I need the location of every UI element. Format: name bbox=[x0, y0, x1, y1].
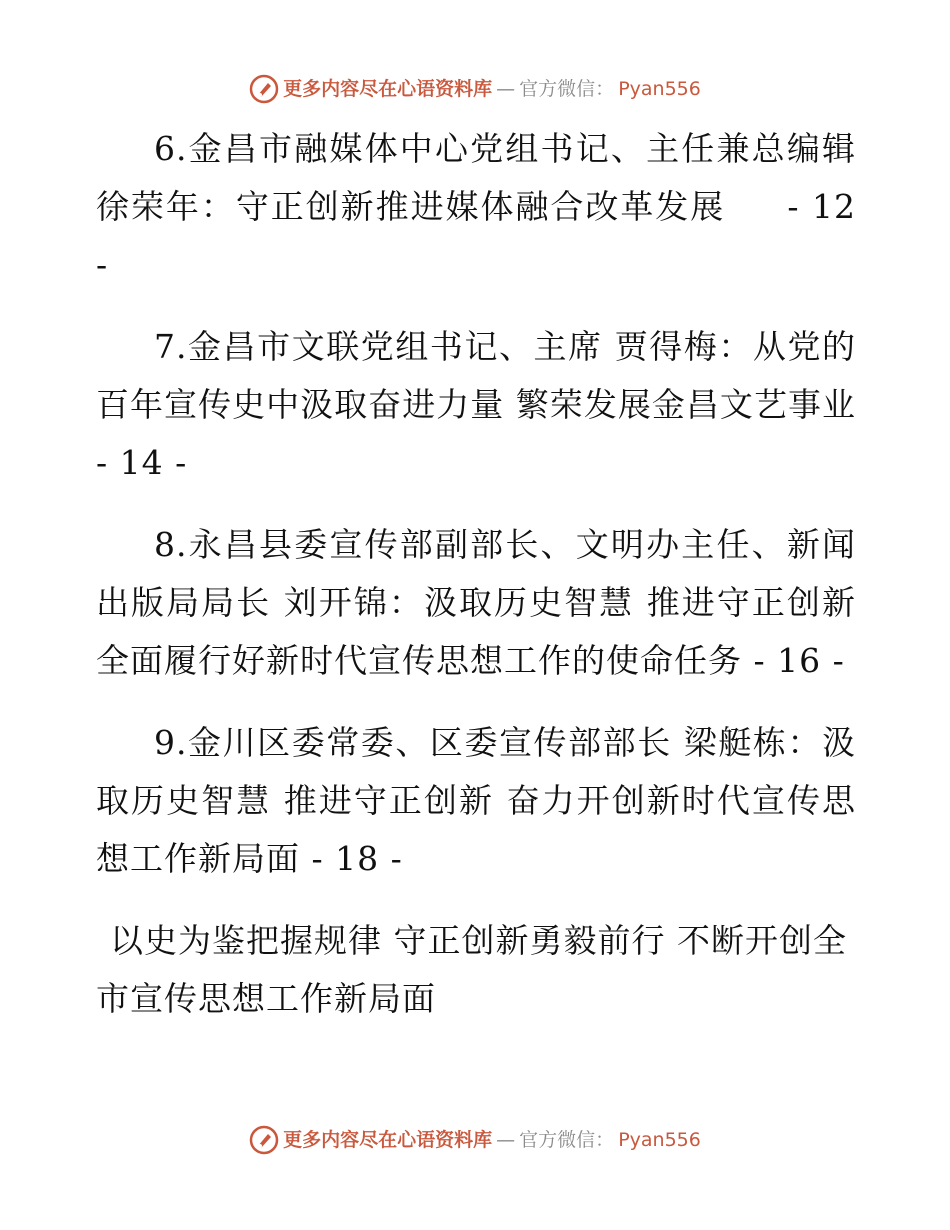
toc-content bbox=[96, 120, 868, 1028]
entry-number: 8. bbox=[154, 525, 188, 564]
entry-page-ref: - 12 - bbox=[96, 187, 868, 284]
entry-page-ref: - 16 - bbox=[742, 641, 845, 680]
watermark-brand: 更多内容尽在心语资料库 bbox=[283, 78, 493, 100]
toc-entry-9 bbox=[96, 714, 856, 888]
pen-nib-logo-icon bbox=[249, 74, 279, 104]
entry-number: 9. bbox=[154, 723, 188, 762]
entry-page-ref: - 18 - bbox=[300, 839, 403, 878]
watermark-official-label: 官方微信： bbox=[519, 1129, 615, 1151]
watermark-separator: — bbox=[496, 1129, 516, 1151]
watermark-wechat-id: Pyan556 bbox=[618, 78, 701, 100]
toc-entry-6 bbox=[96, 120, 868, 294]
watermark-brand: 更多内容尽在心语资料库 bbox=[283, 1129, 493, 1151]
watermark-official-label: 官方微信： bbox=[519, 78, 615, 100]
pen-nib-logo-icon bbox=[249, 1125, 279, 1155]
section-title: 以史为鉴把握规律 守正创新勇毅前行 不断开创全市宣传思想工作新局面 bbox=[96, 921, 847, 1018]
header-watermark bbox=[0, 74, 950, 104]
entry-text: 永昌县委宣传部副部长、文明办主任、新闻出版局局长 刘开锦：汲取历史智慧 推进守正创新 全面履行好新时代宣传思想工作的使命任务 bbox=[96, 525, 856, 680]
toc-entry-8 bbox=[96, 516, 856, 690]
footer-watermark bbox=[0, 1125, 950, 1155]
entry-text: 金川区委常委、区委宣传部部长 梁艇栋：汲取历史智慧 推进守正创新 奋力开创新时代宣传思想工作新局面 bbox=[96, 723, 856, 878]
watermark-wechat-id: Pyan556 bbox=[618, 1129, 701, 1151]
entry-text: 金昌市融媒体中心党组书记、主任兼总编辑徐荣年：守正创新推进媒体融合改革发展 bbox=[96, 129, 856, 226]
watermark-separator: — bbox=[496, 78, 516, 100]
entry-number: 6. bbox=[154, 129, 188, 168]
toc-entry-7 bbox=[96, 318, 868, 492]
entry-number: 7. bbox=[154, 327, 188, 366]
entry-page-ref: - 14 - bbox=[96, 385, 868, 482]
entry-text: 金昌市文联党组书记、主席 贾得梅：从党的百年宣传史中汲取奋进力量 繁荣发展金昌文艺事业 bbox=[96, 327, 856, 424]
